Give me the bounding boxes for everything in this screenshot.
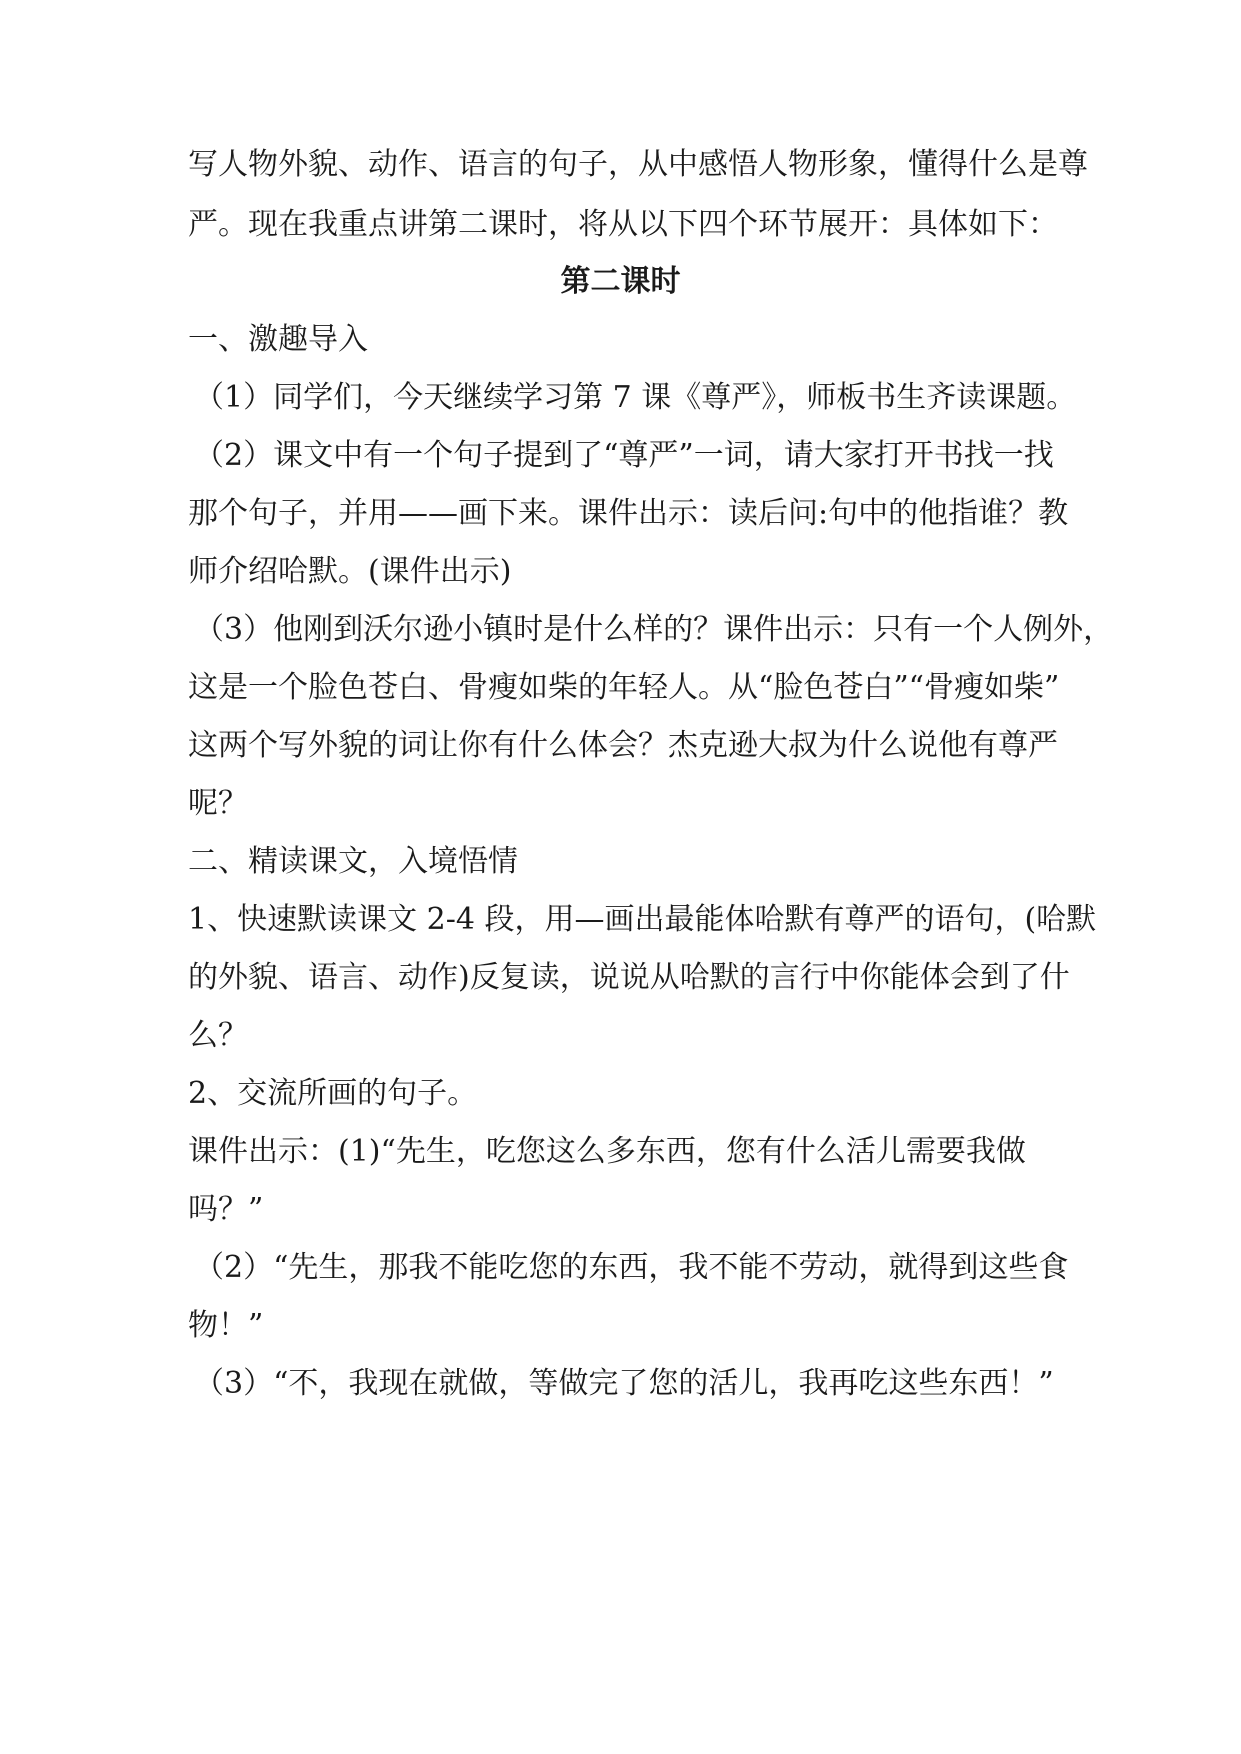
- section-heading: 一、激趣导入: [188, 322, 368, 357]
- paragraph-line: （1）同学们，今天继续学习第 7 课《尊严》，师板书生齐读课题。: [194, 380, 1077, 415]
- paragraph-line: 1、快速默读课文 2-4 段，用—画出最能体哈默有尊严的语句，(哈默: [188, 902, 1097, 937]
- section-heading: 二、精读课文，入境悟情: [188, 844, 518, 879]
- paragraph-line: （2）课文中有一个句子提到了“尊严”一词，请大家打开书找一找: [194, 438, 1054, 473]
- paragraph-line: 吗？”: [188, 1192, 264, 1227]
- paragraph-line: 物！”: [188, 1308, 264, 1343]
- paragraph-line: 那个句子，并用——画下来。课件出示：读后问:句中的他指谁？教: [188, 496, 1069, 531]
- paragraph-line: 这两个写外貌的词让你有什么体会？杰克逊大叔为什么说他有尊严: [188, 728, 1058, 763]
- paragraph-line: 课件出示：(1)“先生，吃您这么多东西，您有什么活儿需要我做: [188, 1134, 1026, 1169]
- paragraph-line: 2、交流所画的句子。: [188, 1076, 478, 1111]
- paragraph-line: （3）他刚到沃尔逊小镇时是什么样的？课件出示：只有一个人例外，: [194, 612, 1114, 647]
- paragraph-line: 的外貌、语言、动作)反复读，说说从哈默的言行中你能体会到了什: [188, 960, 1070, 995]
- paragraph-line: 么？: [188, 1018, 248, 1053]
- paragraph-line: 师介绍哈默。(课件出示): [188, 554, 512, 589]
- section-title: 第二课时: [560, 264, 681, 299]
- paragraph-line: 写人物外貌、动作、语言的句子，从中感悟人物形象，懂得什么是尊: [188, 147, 1088, 182]
- paragraph-line: 严。现在我重点讲第二课时，将从以下四个环节展开：具体如下：: [188, 207, 1058, 242]
- paragraph-line: （3）“不，我现在就做，等做完了您的活儿，我再吃这些东西！”: [194, 1366, 1054, 1401]
- paragraph-line: （2）“先生，那我不能吃您的东西，我不能不劳动，就得到这些食: [194, 1250, 1069, 1285]
- paragraph-line: 这是一个脸色苍白、骨瘦如柴的年轻人。从“脸色苍白”“骨瘦如柴”: [188, 670, 1060, 705]
- paragraph-line: 呢？: [188, 786, 248, 821]
